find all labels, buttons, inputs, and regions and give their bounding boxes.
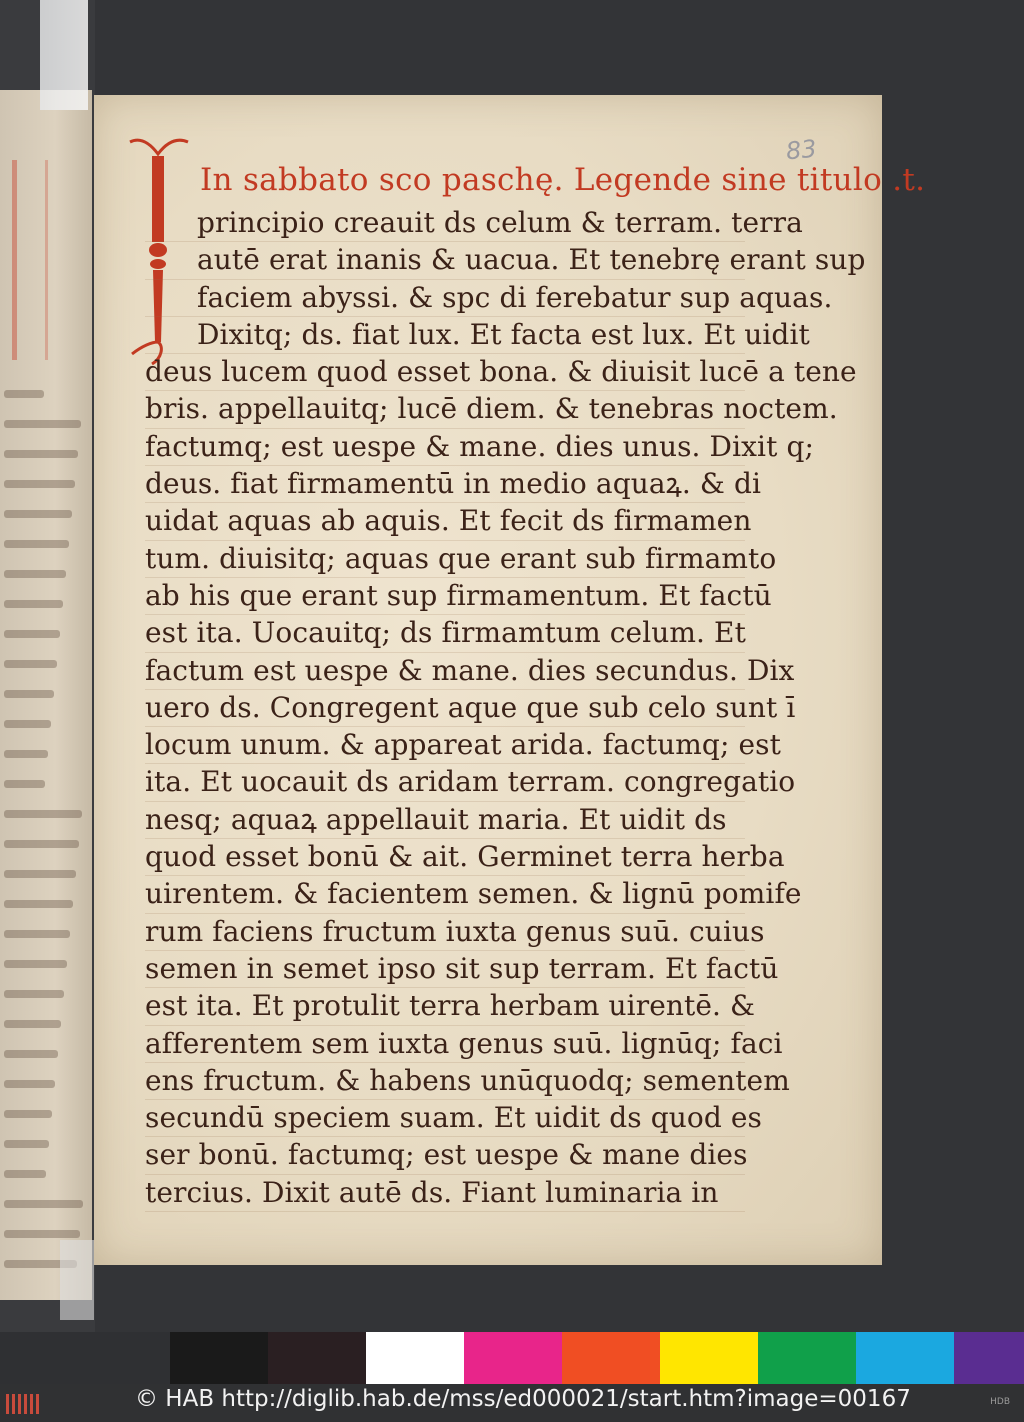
folio-number: 83 (784, 134, 818, 166)
faded-text-line (4, 390, 44, 398)
previous-page-edge (0, 90, 92, 1300)
rubric-heading: In sabbato sco paschę. Legende sine titulo .t. (200, 162, 926, 198)
faded-text-line (4, 1170, 46, 1178)
text-line: autē erat inanis & uacua. Et tenebrę erant sup (145, 242, 745, 279)
faded-text-line (4, 870, 76, 878)
text-line: rum faciens fructum iuxta genus suū. cuius (145, 914, 745, 951)
text-line: faciem abyssi. & spc di ferebatur sup aquas. (145, 280, 745, 317)
text-line: bris. appellauitq; lucē diem. & tenebras noctem. (145, 391, 745, 428)
footer-bar (0, 1384, 1024, 1422)
footer-credit-link[interactable]: © HAB http://diglib.hab.de/mss/ed000021/start.htm?image=00167 (135, 1386, 911, 1412)
faded-text-line (4, 660, 57, 668)
text-line: deus. fiat firmamentū in medio aquaꝝ. & di (145, 466, 745, 503)
faded-text-line (4, 1050, 58, 1058)
faded-text-line (4, 960, 67, 968)
faded-text-line (4, 1230, 80, 1238)
text-line: deus lucem quod esset bona. & diuisit lucē a tene (145, 354, 745, 391)
faded-text-line (4, 1140, 49, 1148)
text-line: semen in semet ipso sit sup terram. Et factū (145, 951, 745, 988)
text-line: uirentem. & facientem semen. & lignū pomife (145, 876, 745, 913)
faded-text-line (4, 690, 54, 698)
faded-text-line (4, 480, 75, 488)
color-swatch (366, 1332, 464, 1384)
color-swatch (562, 1332, 660, 1384)
footer-right-mark: HDB (990, 1397, 1010, 1407)
text-line: uidat aquas ab aquis. Et fecit ds firmamen (145, 503, 745, 540)
color-swatch (856, 1332, 954, 1384)
faded-text-line (4, 510, 72, 518)
text-line: principio creauit ds celum & terram. terra (145, 205, 745, 242)
faded-text-line (4, 900, 73, 908)
faded-text-line (4, 990, 64, 998)
faded-text-line (4, 540, 69, 548)
text-line: afferentem sem iuxta genus suū. lignūq; faci (145, 1026, 745, 1063)
color-swatch (268, 1332, 366, 1384)
text-line: Dixitq; ds. fiat lux. Et facta est lux. Et uidit (145, 317, 745, 354)
color-swatch (758, 1332, 856, 1384)
faded-text-line (4, 600, 63, 608)
faded-text-line (4, 420, 81, 428)
text-line: ab his que erant sup firmamentum. Et factū (145, 578, 745, 615)
faded-text-line (4, 750, 48, 758)
faded-text-line (4, 1020, 61, 1028)
faded-text-line (4, 720, 51, 728)
faded-text-line (4, 780, 45, 788)
faded-text-line (4, 840, 79, 848)
text-line: factumq; est uespe & mane. dies unus. Dixit q; (145, 429, 745, 466)
text-line: quod esset bonū & ait. Germinet terra herba (145, 839, 745, 876)
faded-text-line (4, 930, 70, 938)
faded-text-line (4, 570, 66, 578)
faded-text-line (4, 1110, 52, 1118)
faded-text-line (4, 1200, 83, 1208)
page-fold-highlight (40, 0, 88, 110)
text-line: ser bonū. factumq; est uespe & mane dies (145, 1137, 745, 1174)
text-line: secundū speciem suam. Et uidit ds quod es (145, 1100, 745, 1137)
text-line: uero ds. Congregent aque que sub celo sunt ī (145, 690, 745, 727)
color-calibration-bar (170, 1332, 1024, 1384)
text-line: locum unum. & appareat arida. factumq; est (145, 727, 745, 764)
text-line: ita. Et uocauit ds aridam terram. congregatio (145, 764, 745, 801)
text-line: factum est uespe & mane. dies secundus. Dix (145, 653, 745, 690)
color-swatch (954, 1332, 1024, 1384)
text-line: ens fructum. & habens unūquodq; sementem (145, 1063, 745, 1100)
hab-logo-icon (6, 1394, 46, 1414)
color-swatch (660, 1332, 758, 1384)
page-fold-bottom (60, 1240, 94, 1320)
color-swatch (170, 1332, 268, 1384)
manuscript-text (145, 205, 866, 1212)
text-line: est ita. Uocauitq; ds firmamtum celum. Et (145, 615, 745, 652)
faded-text-line (4, 1080, 55, 1088)
color-swatch (464, 1332, 562, 1384)
faded-text-line (4, 810, 82, 818)
previous-page-red-initial (12, 160, 48, 360)
faded-text-line (4, 630, 60, 638)
text-line: tum. diuisitq; aquas que erant sub firmamto (145, 541, 745, 578)
text-line: est ita. Et protulit terra herbam uirentē. & (145, 988, 745, 1025)
text-line: nesq; aquaꝝ appellauit maria. Et uidit ds (145, 802, 745, 839)
faded-text-line (4, 450, 78, 458)
text-line: tercius. Dixit autē ds. Fiant luminaria in (145, 1175, 745, 1212)
